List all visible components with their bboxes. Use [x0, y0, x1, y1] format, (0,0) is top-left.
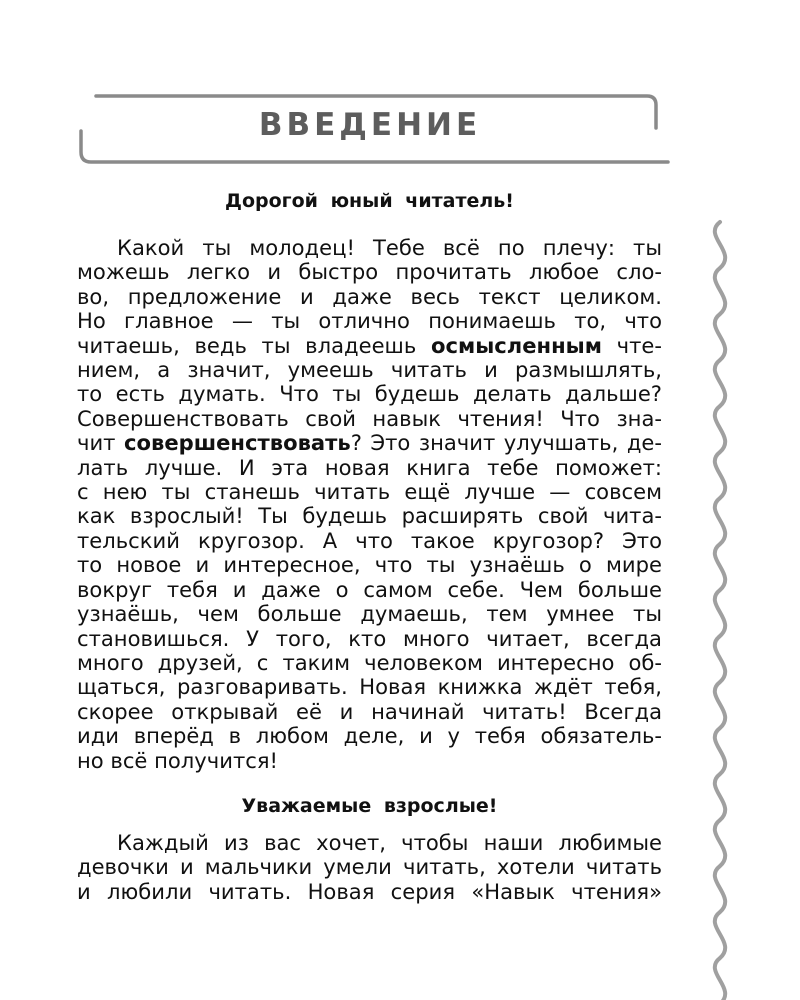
text-line: лать лучше. И эта новая книга тебе поможет:: [77, 454, 662, 480]
text-line: нием, а значит, умеешь читать и размышлять,: [77, 357, 662, 383]
text-line: становишься. У того, кто много читает, всегда: [77, 625, 662, 651]
text-line: Совершенствовать свой навык чтения! Что зна-: [77, 405, 662, 431]
header-frame: [0, 0, 800, 200]
text-line: Какой ты молодец! Тебе всё по плечу: ты: [117, 235, 662, 260]
text-line: иди вперёд в любом деле, и у тебя обязатель-: [77, 723, 662, 749]
text-line: и любили читать. Новая серия «Навык чтения»: [77, 878, 662, 904]
paragraph-adults: [77, 831, 662, 904]
text-line: вокруг тебя и даже о самом себе. Чем больше: [77, 576, 662, 602]
text-line: с нею ты станешь читать ещё лучше — совсем: [77, 479, 662, 505]
text-line: тельский кругозор. А что такое кругозор? Это: [77, 527, 662, 553]
text-line: щаться, разговаривать. Новая книжка ждёт тебя,: [77, 674, 662, 700]
main-content: [77, 186, 662, 904]
heading-children: Дорогой юный читатель!: [225, 190, 514, 212]
paragraph-children: [77, 236, 662, 773]
text-line: можешь легко и быстро прочитать любое сло-: [77, 259, 662, 285]
heading-adults: Уважаемые взрослые!: [241, 794, 498, 817]
section-title: ВВЕДЕНИЕ: [258, 107, 482, 143]
text-line: узнаёшь, чем больше думаешь, тем умнее ты: [77, 601, 662, 627]
text-line: чит совершенствовать? Это значит улучшать, де-: [77, 430, 662, 456]
text-line: но всё получится!: [77, 747, 278, 773]
text-line: во, предложение и даже весь текст целиком.: [77, 283, 662, 309]
text-line: то есть думать. Что ты будешь делать дальше?: [77, 381, 662, 407]
text-line: много друзей, с таким человеком интересно об-: [77, 649, 662, 675]
text-line: как взрослый! Ты будешь расширять свой чита-: [77, 503, 662, 529]
text-line: скорее открывай её и начинай читать! Всегда: [77, 698, 662, 724]
text-line: Но главное — ты отлично понимаешь то, что: [77, 308, 662, 334]
decorative-wave: [700, 0, 800, 1000]
text-line: читаешь, ведь ты владеешь осмысленным чте-: [77, 332, 663, 358]
text-line: то новое и интересное, что ты узнаёшь о мире: [77, 552, 662, 578]
text-line: Каждый из вас хочет, чтобы наши любимые: [117, 829, 662, 855]
text-line: девочки и мальчики умели читать, хотели читать: [77, 854, 662, 880]
